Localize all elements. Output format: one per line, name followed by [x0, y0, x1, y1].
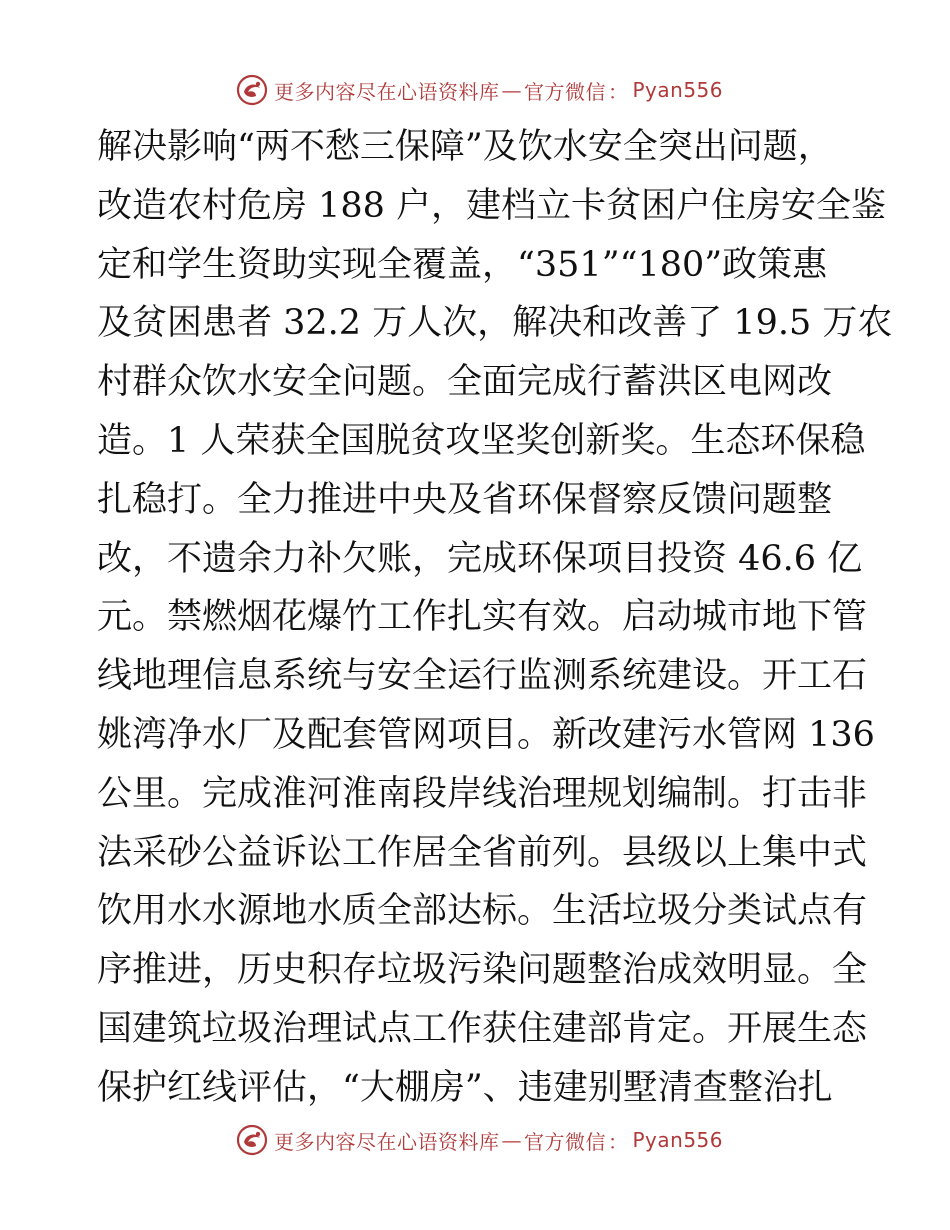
body-line: 解决影响“两不愁三保障”及饮水安全突出问题，	[97, 127, 833, 167]
header-watermark	[236, 72, 723, 108]
watermark-main-text: 更多内容尽在心语资料库	[274, 1129, 500, 1154]
body-line: 改造农村危房 188 户，建档立卡贫困户住房安全鉴	[97, 185, 887, 226]
watermark-channel: 官方微信	[524, 79, 606, 104]
body-line: 保护红线评估，“大棚房”、违建别墅清查整治扎	[97, 1067, 833, 1108]
watermark-colon: ：	[608, 1129, 629, 1154]
body-line: 国建筑垃圾治理试点工作获住建部肯定。开展生态	[97, 1008, 868, 1049]
watermark-dash: —	[501, 1128, 522, 1152]
body-line: 饮用水水源地水质全部达标。生活垃圾分类试点有	[97, 891, 868, 932]
cloud-swirl-logo-icon	[236, 74, 268, 106]
body-line: 造。1 人荣获全国脱贫攻坚奖创新奖。生态环保稳	[97, 420, 866, 461]
document-body	[97, 118, 893, 1118]
footer-watermark	[236, 1122, 723, 1158]
watermark-dash: —	[501, 78, 522, 102]
body-line: 定和学生资助实现全覆盖，“351”“180”政策惠	[97, 244, 828, 285]
body-line: 改，不遗余力补欠账，完成环保项目投资 46.6 亿	[97, 538, 863, 579]
body-line: 及贫困患者 32.2 万人次，解决和改善了 19.5 万农	[97, 303, 893, 344]
body-line: 元。禁燃烟花爆竹工作扎实有效。启动城市地下管	[97, 597, 868, 638]
body-line: 村群众饮水安全问题。全面完成行蓄洪区电网改	[97, 362, 833, 403]
body-line: 姚湾净水厂及配套管网项目。新改建污水管网 136	[97, 714, 875, 755]
body-line: 序推进，历史积存垃圾污染问题整治成效明显。全	[97, 950, 868, 991]
watermark-colon: ：	[608, 79, 629, 104]
body-line: 扎稳打。全力推进中央及省环保督察反馈问题整	[97, 479, 833, 520]
body-line: 法采砂公益诉讼工作居全省前列。县级以上集中式	[97, 832, 868, 873]
body-line: 公里。完成淮河淮南段岸线治理规划编制。打击非	[97, 773, 868, 814]
body-line: 线地理信息系统与安全运行监测系统建设。开工石	[97, 656, 868, 697]
watermark-channel: 官方微信	[524, 1129, 606, 1154]
watermark-id: Pyan556	[632, 1128, 724, 1152]
watermark-id: Pyan556	[632, 78, 724, 102]
watermark-main-text: 更多内容尽在心语资料库	[274, 79, 500, 104]
cloud-swirl-logo-icon	[236, 1124, 268, 1156]
